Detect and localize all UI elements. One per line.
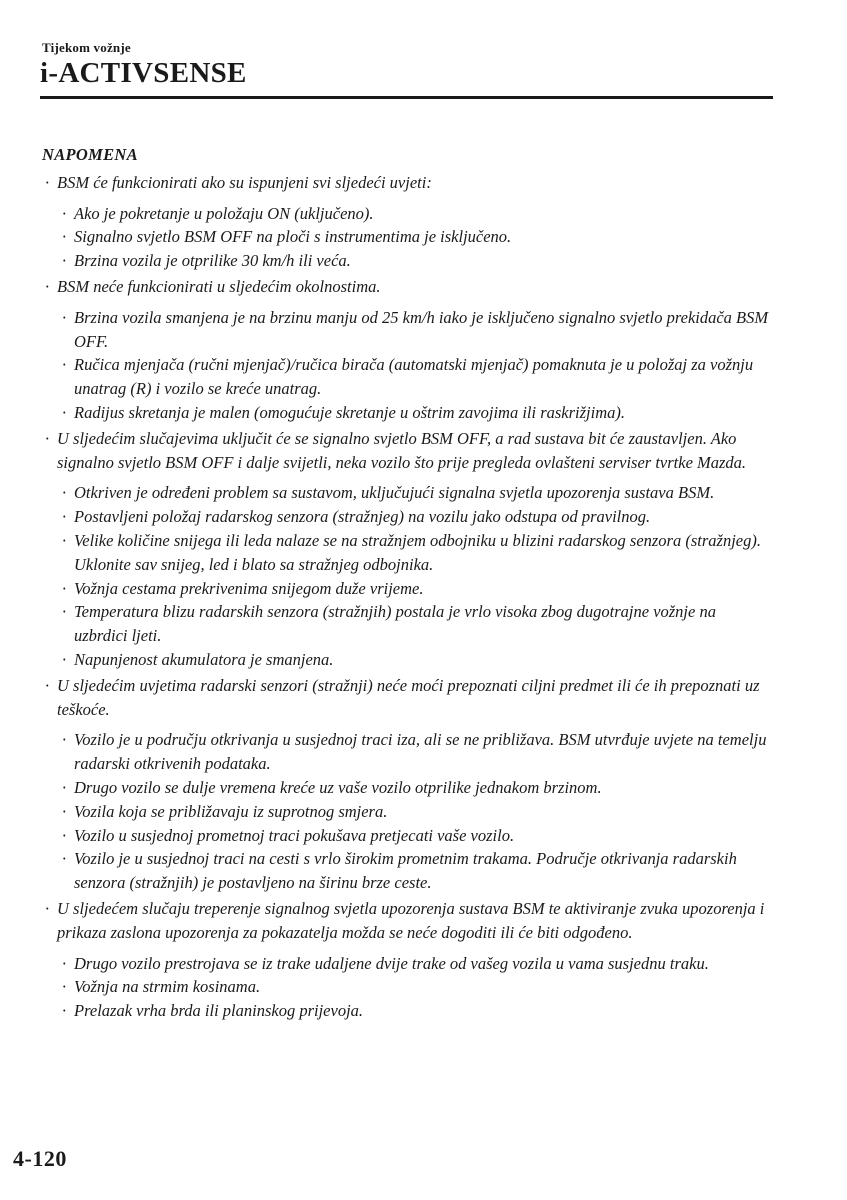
bullet-marker: · [62, 507, 67, 527]
note-sublist [42, 952, 772, 1023]
bullet-marker: · [62, 649, 67, 669]
bullet-marker: · [62, 307, 67, 327]
note-subitem [59, 249, 772, 273]
note-subitem-label: Radijus skretanja je malen (omogućuje skretanje u oštrim zavojima ili raskrižjima). [74, 402, 626, 422]
note-subitem-label: Vozilo je u području otkrivanja u susjednoj traci iza, ali se ne približava. BSM utvrđuje uvjete na temelju radarski otkrivenih podataka. [74, 730, 767, 774]
bullet-marker: · [62, 251, 67, 271]
note-subitem-label: Vozila koja se približavaju iz suprotnog smjera. [74, 801, 388, 821]
note-subitem [59, 306, 772, 354]
note-subitem [59, 824, 772, 848]
note-item-label: U sljedećem slučaju treperenje signalnog svjetla upozorenja sustava BSM te aktiviranje zvuka upozorenja i prikaza zaslona upozorenja za pokazatelja možda se neće dogoditi ili će biti odgođeno. [57, 898, 765, 942]
note-subitem [59, 952, 772, 976]
note-item-label: U sljedećim uvjetima radarski senzori (stražnji) neće moći prepoznati ciljni predmet ili će ih prepoznati uz teškoće. [57, 675, 760, 719]
note-subitem-label: Napunjenost akumulatora je smanjena. [74, 649, 334, 669]
note-item-label: BSM neće funkcionirati u sljedećim okolnostima. [57, 276, 381, 296]
note-item-text [42, 275, 772, 299]
bullet-marker: · [45, 172, 50, 192]
bullet-marker: · [62, 578, 67, 598]
note-subitem-label: Drugo vozilo prestrojava se iz trake udaljene dvije trake od vašeg vozila u vama susjednu traku. [74, 953, 709, 973]
section-label: Tijekom vožnje [42, 40, 131, 55]
note-item [42, 674, 772, 895]
note-subitem-label: Velike količine snijega ili leda nalaze se na stražnjem odbojniku u blizini radarskog senzora (stražnjeg). Uklonite sav snijeg, led i blato sa stražnjeg odbojnika. [74, 530, 761, 574]
note-subitem [59, 975, 772, 999]
note-subitem [59, 600, 772, 648]
bullet-marker: · [62, 355, 67, 375]
note-subitem [59, 648, 772, 672]
bullet-marker: · [62, 801, 67, 821]
note-subitem [59, 776, 772, 800]
note-subitem-label: Temperatura blizu radarskih senzora (stražnjih) postala je vrlo visoka zbog dugotrajne vožnje na uzbrdici ljeti. [74, 602, 716, 646]
note-subitem-label: Drugo vozilo se dulje vremena kreće uz vaše vozilo otprilike jednakom brzinom. [74, 777, 602, 797]
note-subitem-label: Postavljeni položaj radarskog senzora (stražnjeg) na vozilu jako odstupa od pravilnog. [74, 507, 651, 527]
note-item [42, 897, 772, 1023]
note-subitem [59, 999, 772, 1023]
note-sublist [42, 202, 772, 273]
note-subitem-label: Vozilo u susjednoj prometnoj traci pokušava pretjecati vaše vozilo. [74, 825, 515, 845]
note-item-label: U sljedećim slučajevima uključit će se signalno svjetlo BSM OFF, a rad sustava bit će zaustavljen. Ako signalno svjetlo BSM OFF i dalje svijetli, neka vozilo što prije pregleda ovlašteni serviser tvrtke Mazda. [57, 428, 747, 472]
bullet-marker: · [45, 428, 50, 448]
note-item-text [42, 427, 772, 475]
note-subitem-label: Otkriven je određeni problem sa sustavom, uključujući signalna svjetla upozorenja sustava BSM. [74, 483, 715, 503]
bullet-marker: · [62, 730, 67, 750]
note-subitem-label: Vožnja na strmim kosinama. [74, 977, 261, 997]
note-item-text [42, 897, 772, 945]
note-item-label: BSM će funkcionirati ako su ispunjeni svi sljedeći uvjeti: [57, 172, 432, 192]
note-subitem [59, 481, 772, 505]
note-subitem [59, 505, 772, 529]
note-subitem [59, 225, 772, 249]
note-content [42, 143, 772, 1025]
note-subitem-label: Signalno svjetlo BSM OFF na ploči s instrumentima je isključeno. [74, 227, 512, 247]
bullet-marker: · [45, 898, 50, 918]
bullet-marker: · [45, 675, 50, 695]
bullet-marker: · [62, 849, 67, 869]
note-subitem [59, 728, 772, 776]
title-divider [40, 96, 773, 99]
note-item-text [42, 674, 772, 722]
note-subitem-label: Ručica mjenjača (ručni mjenjač)/ručica birača (automatski mjenjač) pomaknuta je u položaj za vožnju unatrag (R) i vozilo se kreće unatrag. [74, 355, 754, 399]
note-subitem-label: Vozilo je u susjednoj traci na cesti s vrlo širokim prometnim trakama. Područje otkrivanja radarskih senzora (stražnjih) je postavljeno na širinu brze ceste. [74, 849, 737, 893]
note-subitem [59, 353, 772, 401]
bullet-marker: · [62, 483, 67, 503]
note-item [42, 275, 772, 425]
note-item [42, 171, 772, 273]
note-sublist [42, 306, 772, 425]
bullet-marker: · [62, 402, 67, 422]
note-sublist [42, 481, 772, 671]
bullet-marker: · [62, 777, 67, 797]
page-title: i-ACTIVSENSE [40, 57, 247, 89]
bullet-marker: · [45, 276, 50, 296]
note-subitem-label: Brzina vozila je otprilike 30 km/h ili veća. [74, 251, 351, 271]
note-item [42, 427, 772, 672]
bullet-marker: · [62, 203, 67, 223]
bullet-marker: · [62, 227, 67, 247]
note-heading: NAPOMENA [42, 145, 138, 164]
page-number: 4-120 [13, 1146, 67, 1171]
bullet-marker: · [62, 1001, 67, 1021]
note-subitem [59, 800, 772, 824]
note-list [42, 171, 772, 1023]
note-subitem [59, 202, 772, 226]
note-subitem-label: Brzina vozila smanjena je na brzinu manju od 25 km/h iako je isključeno signalno svjetlo prekidača BSM OFF. [74, 307, 769, 351]
bullet-marker: · [62, 953, 67, 973]
note-subitem [59, 401, 772, 425]
note-subitem-label: Ako je pokretanje u položaju ON (uključeno). [74, 203, 374, 223]
note-subitem [59, 529, 772, 577]
note-subitem [59, 847, 772, 895]
note-subitem [59, 577, 772, 601]
bullet-marker: · [62, 825, 67, 845]
note-item-text [42, 171, 772, 195]
note-subitem-label: Vožnja cestama prekrivenima snijegom duže vrijeme. [74, 578, 424, 598]
bullet-marker: · [62, 977, 67, 997]
bullet-marker: · [62, 602, 67, 622]
bullet-marker: · [62, 530, 67, 550]
note-subitem-label: Prelazak vrha brda ili planinskog prijevoja. [74, 1001, 364, 1021]
note-sublist [42, 728, 772, 895]
